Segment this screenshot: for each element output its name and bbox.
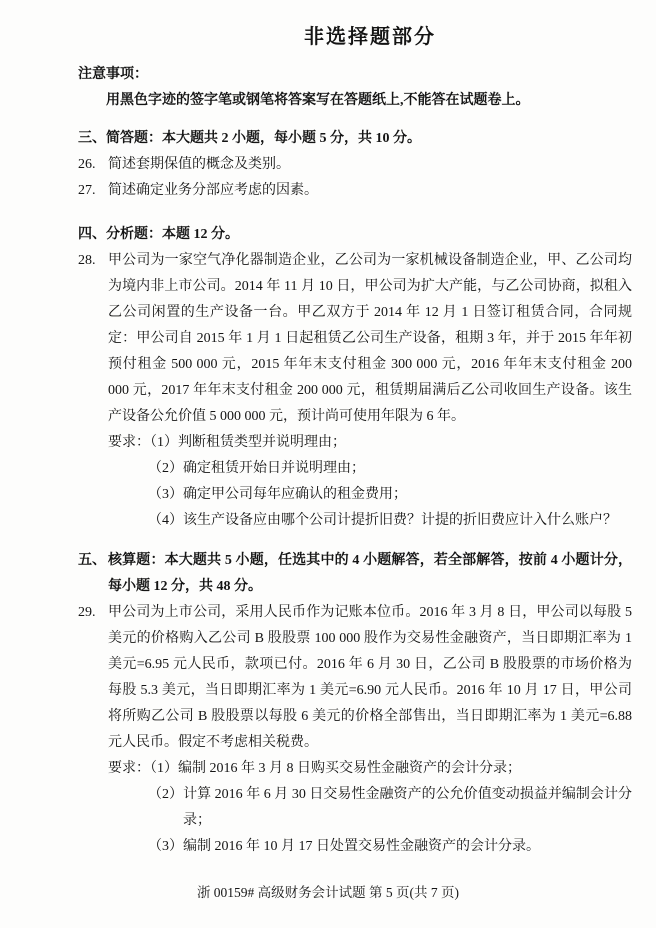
question-26 <box>78 152 632 178</box>
section-analysis <box>78 222 632 534</box>
question-28-req4: （4）该生产设备应由哪个公司计提折旧费？计提的折旧费应计入什么账户？ <box>148 513 617 528</box>
section-four-heading: 四、分析题：本题 12 分。 <box>78 227 239 242</box>
question-29-body: 甲公司为上市公司，采用人民币作为记账本位币。2016 年 3 月 8 日，甲公司以每股 5 美元的价格购入乙公司 B 股股票 100 000 股作为交易性金融资产，当日即期汇率为 1 美元=6.95 元人民币，款项已付。2016 年 6 月 30 日，乙公司 B 股股票的市场价格为每股 5.3 美元，当日即期汇率为 1 美元=6.90 元人民币。2016 年 10 月 17 日，甲公司将所购乙公司 B 股股票以每股 6 美元的价格全部售出，当日即期汇率为 1 美元=6.88 元人民币。假定不考虑相关税费。 <box>108 605 632 750</box>
question-29-req1: （1）编制 2016 年 3 月 8 日购买交易性金融资产的会计分录； <box>150 761 521 776</box>
notice-instruction: 用黑色字迹的签字笔或钢笔将答案写在答题纸上,不能答在试题卷上。 <box>106 93 530 108</box>
notice-block <box>78 62 632 114</box>
question-27-number: 27. <box>78 183 96 198</box>
question-29-req2: （2）计算 2016 年 6 月 30 日交易性金融资产的公允价值变动损益并编制会计分录； <box>148 787 632 828</box>
question-28-req-label: 要求： <box>108 435 150 450</box>
question-28-number: 28. <box>78 253 96 268</box>
section-short-answer <box>78 126 632 204</box>
page-title: 非选择题部分 <box>304 26 436 48</box>
question-28-req2: （2）确定租赁开始日并说明理由； <box>148 461 365 476</box>
notice-label: 注意事项： <box>78 67 148 82</box>
section-five-heading <box>78 548 632 600</box>
question-27 <box>78 178 632 204</box>
question-26-number: 26. <box>78 157 96 172</box>
question-26-text: 简述套期保值的概念及类别。 <box>108 157 290 172</box>
question-29-number: 29. <box>78 605 96 620</box>
question-28-req1: （1）判断租赁类型并说明理由； <box>150 435 346 450</box>
question-28 <box>78 248 632 534</box>
question-27-text: 简述确定业务分部应考虑的因素。 <box>108 183 318 198</box>
section-three-heading: 三、简答题：本大题共 2 小题，每小题 5 分，共 10 分。 <box>78 131 421 146</box>
question-29-requirements-line1 <box>108 756 632 782</box>
section-accounting <box>78 548 632 860</box>
question-29 <box>78 600 632 860</box>
section-five-marker: 五、 <box>78 553 106 568</box>
page-footer: 浙 00159# 高级财务会计试题 第 5 页(共 7 页) <box>196 885 460 900</box>
question-29-req-label: 要求： <box>108 761 150 776</box>
question-29-req3: （3）编制 2016 年 10 月 17 日处置交易性金融资产的会计分录。 <box>148 839 540 854</box>
section-five-heading-text: 核算题：本大题共 5 小题，任选其中的 4 小题解答，若全部解答，按前 4 小题计分，每小题 12 分，共 48 分。 <box>108 553 632 594</box>
question-28-body: 甲公司为一家空气净化器制造企业，乙公司为一家机械设备制造企业，甲、乙公司均为境内非上市公司。2014 年 11 月 10 日，甲公司为扩大产能，与乙公司协商，拟租入乙公司闲置的生产设备一台。甲乙双方于 2014 年 12 月 1 日签订租赁合同，合同规定：甲公司自 2015 年 1 月 1 日起租赁乙公司生产设备，租期 3 年，并于 2015 年年初预付租金 500 000 元，2015 年年末支付租金 300 000 元，2016 年年末支付租金 200 000 元，2017 年年末支付租金 200 000 元，租赁期届满后乙公司收回生产设备。该生产设备公允价值 5 000 000 元，预计尚可使用年限为 6 年。 <box>108 253 632 424</box>
question-28-req3: （3）确定甲公司每年应确认的租金费用； <box>148 487 407 502</box>
question-28-requirements-line1 <box>108 430 632 456</box>
